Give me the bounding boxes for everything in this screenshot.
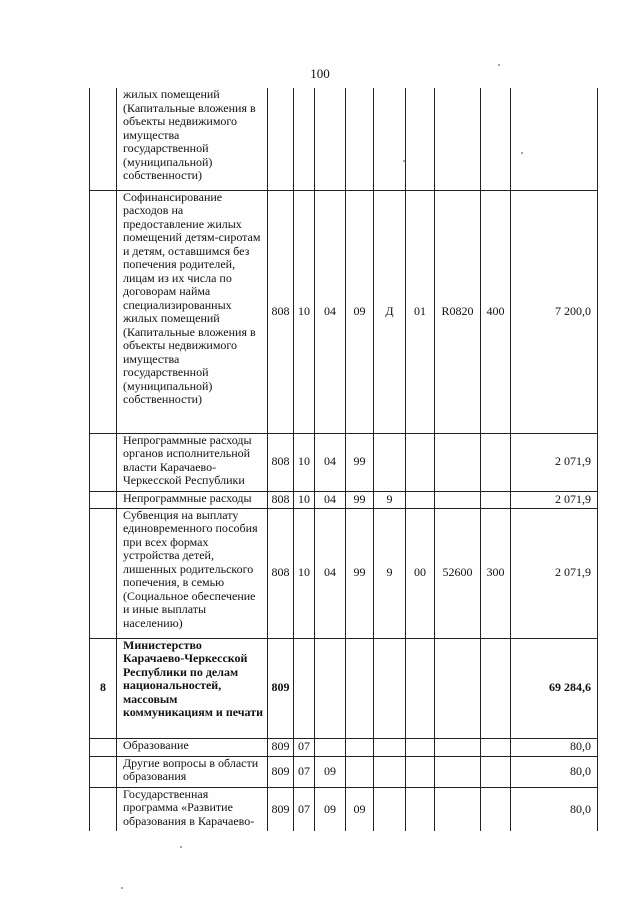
direction-cell (435, 756, 481, 787)
subprogram-cell (374, 433, 406, 491)
subprogram-cell: 9 (374, 508, 406, 638)
row-index-cell (90, 738, 117, 756)
table-row (90, 88, 598, 190)
ministry-code-cell: 809 (268, 738, 294, 756)
program-cell (346, 738, 374, 756)
amount-cell: 7 200,0 (511, 190, 598, 433)
subsection-cell: 04 (315, 508, 346, 638)
subprogram-cell (374, 738, 406, 756)
main-activity-cell (406, 787, 435, 831)
section-cell: 07 (294, 738, 315, 756)
expense-name-cell: Софинансирование расходов на предоставление жилых помещений детям-сиротам и детям, оставшимся без попечения родителей, лицам из их числа по договорам найма специализированных жилых помещений (Капитальные вложения в объекты недвижимого имущества государственной (муниципальной) собственности) (117, 190, 268, 433)
expense-type-cell (481, 756, 511, 787)
main-activity-cell (406, 88, 435, 190)
subsection-cell: 04 (315, 433, 346, 491)
table-row (90, 508, 598, 638)
ministry-code-cell: 808 (268, 190, 294, 433)
ministry-code-cell: 808 (268, 508, 294, 638)
program-cell (346, 638, 374, 738)
subprogram-cell: 9 (374, 491, 406, 508)
expense-name-cell: Непрограммные расходы (117, 491, 268, 508)
expense-type-cell (481, 738, 511, 756)
subsection-cell (315, 638, 346, 738)
expense-type-cell (481, 787, 511, 831)
amount-cell (511, 88, 598, 190)
row-index-cell: 8 (90, 638, 117, 738)
main-activity-cell: 01 (406, 190, 435, 433)
subsection-cell: 09 (315, 756, 346, 787)
section-cell: 07 (294, 756, 315, 787)
main-activity-cell (406, 638, 435, 738)
section-cell: 10 (294, 433, 315, 491)
subprogram-cell (374, 756, 406, 787)
page-number: 100 (310, 66, 330, 81)
row-index-cell (90, 190, 117, 433)
main-activity-cell (406, 491, 435, 508)
table-row (90, 787, 598, 831)
expense-name-cell: Государственная программа «Развитие образования в Карачаево- (117, 787, 268, 831)
section-cell (294, 88, 315, 190)
scan-speck (521, 152, 523, 154)
subsection-cell: 04 (315, 190, 346, 433)
direction-cell (435, 491, 481, 508)
direction-cell: 52600 (435, 508, 481, 638)
expense-name-cell: Министерство Карачаево-Черкесской Республики по делам национальностей, массовым коммуникациям и печати (117, 638, 268, 738)
ministry-code-cell: 808 (268, 433, 294, 491)
amount-cell: 2 071,9 (511, 433, 598, 491)
table-row (90, 190, 598, 433)
direction-cell (435, 738, 481, 756)
main-activity-cell: 00 (406, 508, 435, 638)
ministry-code-cell (268, 88, 294, 190)
expense-type-cell (481, 638, 511, 738)
row-index-cell (90, 433, 117, 491)
table-row (90, 638, 598, 738)
direction-cell (435, 638, 481, 738)
amount-cell: 2 071,9 (511, 491, 598, 508)
direction-cell (435, 433, 481, 491)
table-row (90, 756, 598, 787)
expense-name-cell: Другие вопросы в области образования (117, 756, 268, 787)
ministry-code-cell: 809 (268, 756, 294, 787)
ministry-code-cell: 809 (268, 638, 294, 738)
program-cell: 99 (346, 508, 374, 638)
subprogram-cell (374, 88, 406, 190)
subprogram-cell (374, 638, 406, 738)
program-cell: 09 (346, 190, 374, 433)
subsection-cell (315, 88, 346, 190)
budget-table (89, 88, 598, 831)
row-index-cell (90, 491, 117, 508)
amount-cell: 80,0 (511, 787, 598, 831)
expense-type-cell (481, 88, 511, 190)
expense-name-cell: Субвенция на выплату единовременного пособия при всех формах устройства детей, лишенных родительского попечения, в семью (Социальное обеспечение и иные выплаты населению) (117, 508, 268, 638)
scan-speck (121, 887, 123, 889)
section-cell: 10 (294, 190, 315, 433)
expense-type-cell (481, 433, 511, 491)
program-cell: 99 (346, 491, 374, 508)
scan-speck (498, 64, 500, 66)
main-activity-cell (406, 756, 435, 787)
section-cell (294, 638, 315, 738)
expense-name-cell: Образование (117, 738, 268, 756)
direction-cell: R0820 (435, 190, 481, 433)
expense-type-cell (481, 491, 511, 508)
subsection-cell (315, 738, 346, 756)
program-cell: 99 (346, 433, 374, 491)
subsection-cell: 04 (315, 491, 346, 508)
subprogram-cell (374, 787, 406, 831)
direction-cell (435, 787, 481, 831)
expense-type-cell: 400 (481, 190, 511, 433)
table-row (90, 491, 598, 508)
ministry-code-cell: 808 (268, 491, 294, 508)
ministry-code-cell: 809 (268, 787, 294, 831)
direction-cell (435, 88, 481, 190)
amount-cell: 69 284,6 (511, 638, 598, 738)
row-index-cell (90, 756, 117, 787)
row-index-cell (90, 508, 117, 638)
scan-speck (403, 160, 405, 162)
expense-name-cell: Непрограммные расходы органов исполнительной власти Карачаево-Черкесской Республики (117, 433, 268, 491)
main-activity-cell (406, 738, 435, 756)
amount-cell: 80,0 (511, 756, 598, 787)
subprogram-cell: Д (374, 190, 406, 433)
main-activity-cell (406, 433, 435, 491)
expense-name-cell: жилых помещений (Капитальные вложения в объекты недвижимого имущества государственной (муниципальной) собственности) (117, 88, 268, 190)
scan-speck (180, 846, 182, 848)
amount-cell: 80,0 (511, 738, 598, 756)
section-cell: 07 (294, 787, 315, 831)
amount-cell: 2 071,9 (511, 508, 598, 638)
table-row (90, 433, 598, 491)
program-cell (346, 88, 374, 190)
expense-type-cell: 300 (481, 508, 511, 638)
program-cell: 09 (346, 787, 374, 831)
row-index-cell (90, 787, 117, 831)
row-index-cell (90, 88, 117, 190)
program-cell (346, 756, 374, 787)
section-cell: 10 (294, 508, 315, 638)
section-cell: 10 (294, 491, 315, 508)
table-row (90, 738, 598, 756)
subsection-cell: 09 (315, 787, 346, 831)
